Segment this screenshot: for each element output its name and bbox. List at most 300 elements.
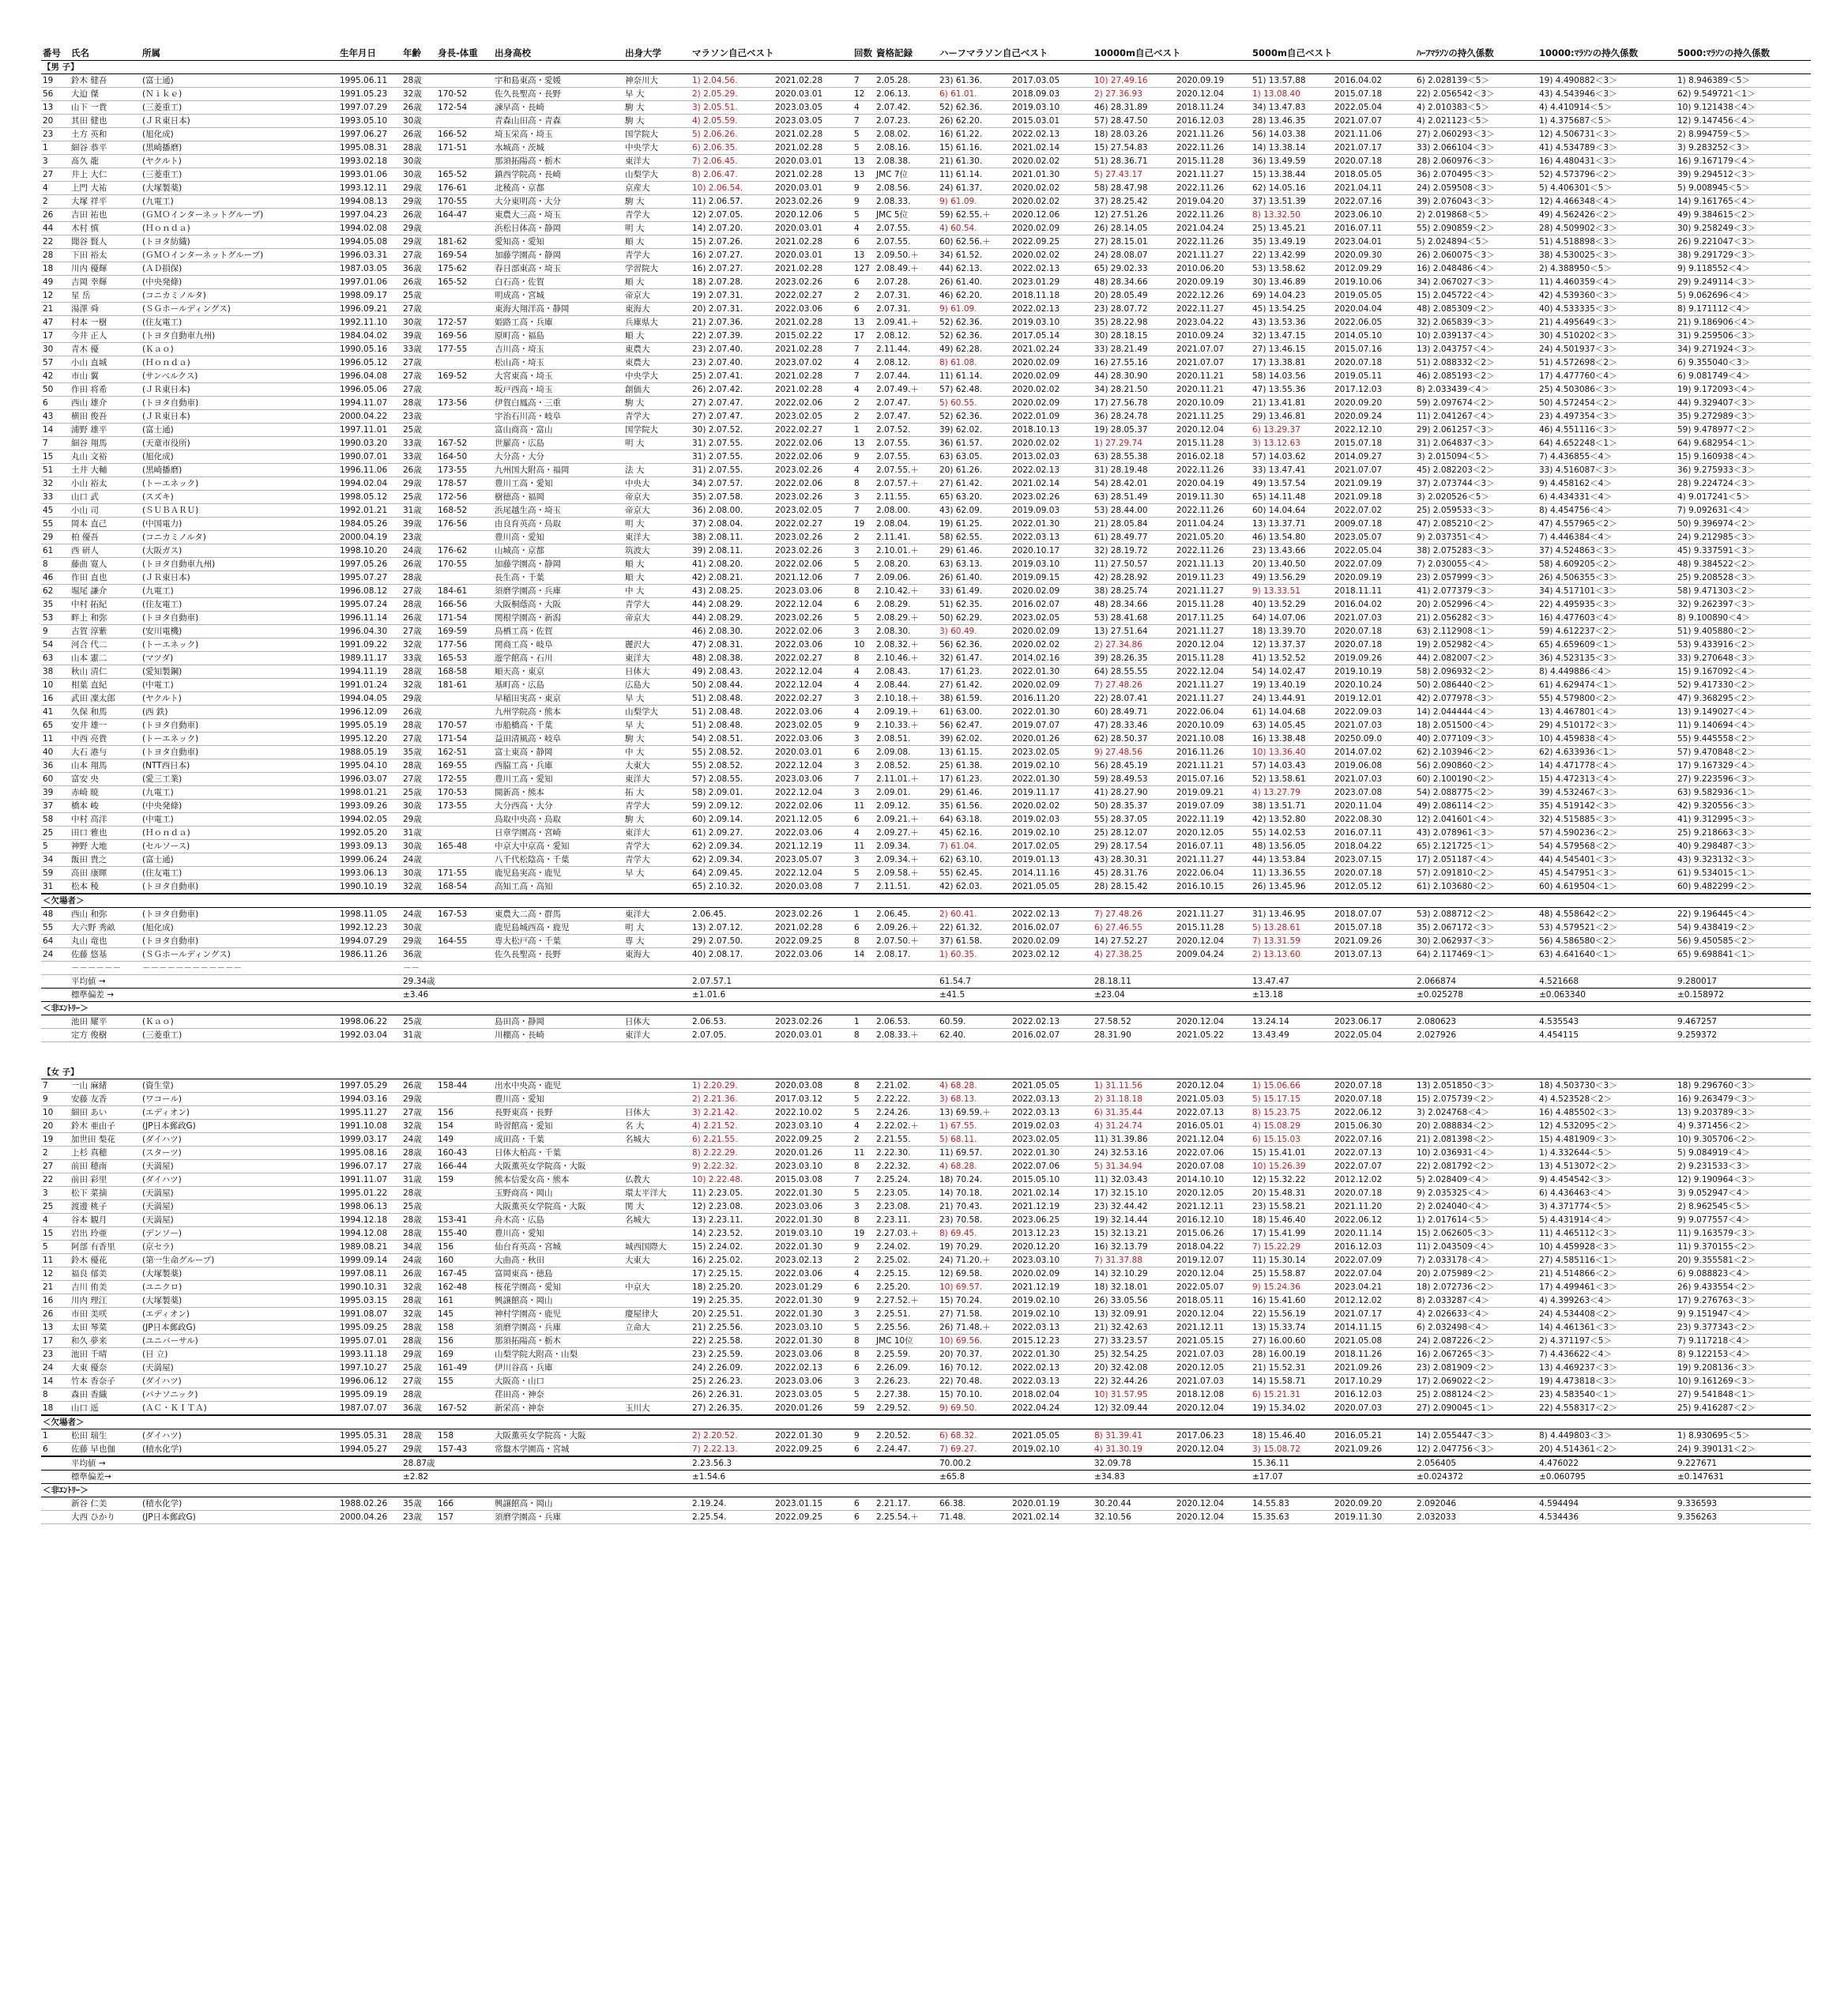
table-cell: 8) 4.449803＜3＞ [1537, 1429, 1676, 1443]
table-cell [1409, 1241, 1415, 1254]
table-cell: 3) 2.21.42. [691, 1106, 773, 1120]
table-cell: 26) 61.40. [938, 571, 1011, 585]
table-cell: 171-54 [436, 732, 493, 746]
table-cell: 2015.07.18 [1333, 437, 1409, 450]
table-cell: 6) 9.088823＜4＞ [1676, 1267, 1811, 1281]
stat-cell [493, 989, 623, 1002]
stat-cell [1409, 1471, 1415, 1484]
table-cell: 和久 夢来 [70, 1335, 141, 1348]
table-cell: 36歳 [401, 262, 436, 276]
table-cell: 2020.03.01 [773, 746, 852, 759]
table-cell: 出水中央高・鹿児 [493, 1079, 623, 1093]
table-cell: 2015.07.18 [1333, 921, 1409, 935]
women-absent-section-row [41, 1415, 1811, 1429]
table-cell: 5) 2.06.26. [691, 128, 773, 141]
table-cell: 2.27.03.＋ [875, 1227, 938, 1241]
table-cell: 3 [852, 544, 875, 558]
table-cell: 2023.02.26 [773, 908, 852, 921]
table-cell: 2.21.55. [875, 1133, 938, 1147]
table-cell: 富山商高・富山 [493, 424, 623, 437]
table-cell: 星 岳 [70, 289, 141, 303]
table-cell: 53) 2.088712＜2＞ [1415, 908, 1537, 921]
table-cell: 2021.05.20 [1175, 531, 1251, 544]
table-cell: 2021.12.19 [773, 840, 852, 853]
table-cell: 24) 61.37. [938, 182, 1011, 195]
table-cell: 1) 2.20.29. [691, 1079, 773, 1093]
table-cell: 2012.12.02 [1333, 1173, 1409, 1187]
table-cell: 池田 耀平 [70, 1015, 141, 1029]
table-cell: 早 大 [623, 867, 691, 880]
table-cell: 60) 2.100190＜2＞ [1415, 773, 1537, 786]
table-cell: 4 [852, 706, 875, 719]
table-cell: 2021.12.06 [773, 571, 852, 585]
table-cell: 38) 9.291729＜3＞ [1676, 249, 1811, 262]
table-cell: 171-54 [436, 612, 493, 625]
column-header: 10000:ﾏﾗｿﾝの持久係数 [1537, 46, 1676, 61]
table-cell: 39) 28.26.35 [1093, 652, 1175, 665]
table-cell: 1993.01.06 [338, 168, 401, 182]
table-cell: 38) 2.075283＜3＞ [1415, 544, 1537, 558]
table-cell: 35) 2.067172＜3＞ [1415, 921, 1537, 935]
table-cell: 2.08.20. [875, 558, 938, 571]
table-cell: 安井 雄一 [70, 719, 141, 732]
table-cell: 伊賀白鳳高・三重 [493, 397, 623, 410]
table-cell: 26歳 [401, 209, 436, 222]
table-cell: 小山 直城 [70, 356, 141, 370]
table-cell: 順 大 [623, 571, 691, 585]
table-cell: 29歳 [401, 195, 436, 209]
table-cell: 19) 4.490882＜3＞ [1537, 74, 1676, 88]
table-cell: 21) 13.41.81 [1251, 397, 1333, 410]
table-cell: 11) 15.30.14 [1251, 1254, 1333, 1267]
table-cell: 1997.05.29 [338, 1079, 401, 1093]
table-cell: 加世田 梨花 [70, 1133, 141, 1147]
table-cell: 仙台育英高・宮城 [493, 1241, 623, 1254]
table-cell: (ＡＣ・ＫＩＴＡ) [141, 1402, 338, 1416]
table-cell: 2021.12.11 [1175, 1321, 1251, 1335]
table-cell: 2020.12.06 [1011, 209, 1086, 222]
stat-cell [493, 975, 623, 989]
table-cell: 50 [41, 383, 70, 397]
runner-row [41, 1241, 1811, 1254]
table-cell: 2022.10.02 [773, 1106, 852, 1120]
table-cell: 46) 28.31.89 [1093, 101, 1175, 115]
table-cell: 2019.09.21 [1175, 786, 1251, 800]
table-cell: 28歳 [401, 571, 436, 585]
table-cell: 17) 4.477760＜4＞ [1537, 370, 1676, 383]
table-cell: 48) 28.34.66 [1093, 276, 1175, 289]
table-cell: 22) 28.07.41 [1093, 692, 1175, 706]
absent-runner-row [41, 935, 1811, 948]
table-cell: 26歳 [401, 464, 436, 477]
table-cell: 9) 2.037351＜4＞ [1415, 531, 1537, 544]
table-cell: (住友電工) [141, 598, 338, 612]
table-cell: 55) 28.37.05 [1093, 813, 1175, 827]
runner-row [41, 1173, 1811, 1187]
table-cell: 16) 9.263479＜3＞ [1676, 1093, 1811, 1106]
table-cell: 2023.02.05 [773, 719, 852, 732]
stat-cell [1011, 1456, 1086, 1471]
table-cell: 1984.05.26 [338, 518, 401, 531]
table-cell: 15) 27.54.83 [1093, 141, 1175, 155]
table-cell: 2.25.15. [875, 1267, 938, 1281]
table-cell: 161-49 [436, 1361, 493, 1375]
table-cell: 31) 2.07.55. [691, 450, 773, 464]
column-header [1409, 46, 1415, 61]
table-cell: 4) 2.21.52. [691, 1120, 773, 1133]
table-cell: 2021.09.26 [1333, 1443, 1409, 1457]
table-cell [1086, 1200, 1093, 1214]
table-cell: 2023.02.05 [773, 410, 852, 424]
table-cell: 2016.12.03 [1175, 115, 1251, 128]
table-cell: 大迫 傑 [70, 88, 141, 101]
table-cell: 51) 13.57.88 [1251, 74, 1333, 88]
table-cell: 6 [852, 235, 875, 249]
table-cell: 2019.02.10 [1011, 1443, 1086, 1457]
table-cell: (ヤクルト) [141, 155, 338, 168]
table-cell: 2021.07.07 [1175, 356, 1251, 370]
table-cell: 青学大 [623, 800, 691, 813]
table-cell [1086, 800, 1093, 813]
table-cell: 6) 4.436463＜4＞ [1537, 1187, 1676, 1200]
table-cell: 2022.07.16 [1333, 1133, 1409, 1147]
table-cell: 156 [436, 1335, 493, 1348]
table-cell: 2022.12.04 [773, 786, 852, 800]
table-cell [623, 1093, 691, 1106]
table-cell: 23) 15.58.21 [1251, 1200, 1333, 1214]
table-cell [1409, 935, 1415, 948]
table-cell: 28歳 [401, 1227, 436, 1241]
table-cell: 2.06.53. [691, 1015, 773, 1029]
runner-row [41, 800, 1811, 813]
table-cell: 伊川谷高・兵庫 [493, 1361, 623, 1375]
table-cell: 33) 2.066104＜3＞ [1415, 141, 1537, 155]
table-cell: 1996.11.14 [338, 612, 401, 625]
table-cell: 明成高・宮城 [493, 289, 623, 303]
table-cell: 2.23.11. [875, 1214, 938, 1227]
table-cell: (天満屋) [141, 1160, 338, 1173]
table-cell: 2022.06.12 [1333, 1214, 1409, 1227]
table-cell: 167-45 [436, 1267, 493, 1281]
table-cell: 2.11.55. [875, 491, 938, 504]
table-cell: 6 [852, 921, 875, 935]
column-header: 生年月日 [338, 46, 401, 61]
table-cell: 24) 2.087226＜2＞ [1415, 1335, 1537, 1348]
runner-row [41, 464, 1811, 477]
table-cell: 176-56 [436, 518, 493, 531]
runner-row [41, 1281, 1811, 1294]
table-cell: 44) 28.30.90 [1093, 370, 1175, 383]
table-cell: 2021.02.28 [773, 235, 852, 249]
table-cell: 157-43 [436, 1443, 493, 1457]
table-cell: 61) 2.09.27. [691, 827, 773, 840]
table-cell: 2022.02.13 [1011, 262, 1086, 276]
table-cell: 2021.07.03 [1333, 719, 1409, 732]
table-cell: 24) 71.20.＋ [938, 1254, 1011, 1267]
stat-cell [1333, 975, 1409, 989]
table-cell: 20) 2.25.51. [691, 1308, 773, 1321]
runner-row [41, 222, 1811, 235]
table-cell: 47 [41, 316, 70, 330]
table-cell: 5 [852, 128, 875, 141]
stat-cell [41, 1456, 70, 1471]
table-cell: 2) 8.962545＜5＞ [1676, 1200, 1811, 1214]
table-cell: (Ｈｏｎｄａ) [141, 222, 338, 235]
table-cell: 14) 32.10.29 [1093, 1267, 1175, 1281]
table-cell: (ＧＭＯインターネットグループ) [141, 209, 338, 222]
table-cell: 東海大 [623, 303, 691, 316]
table-cell: 1996.03.07 [338, 773, 401, 786]
table-cell: 2023.03.10 [773, 1160, 852, 1173]
table-cell [1409, 504, 1415, 518]
table-cell: 27歳 [401, 383, 436, 397]
table-cell: 2.10.01.＋ [875, 544, 938, 558]
table-cell: 26) 33.05.56 [1093, 1294, 1175, 1308]
stat-cell [338, 1456, 401, 1471]
table-cell: 47) 2.085210＜2＞ [1415, 518, 1537, 531]
table-cell: 24) 28.08.07 [1093, 249, 1175, 262]
table-cell: 豊川高・愛知 [493, 1093, 623, 1106]
table-cell [1409, 1106, 1415, 1120]
table-cell: 178-57 [436, 477, 493, 491]
table-cell: 6) 68.32. [938, 1429, 1011, 1443]
table-cell: 2021.12.04 [1175, 1133, 1251, 1147]
column-header: 資格記録 [875, 46, 938, 61]
table-cell: 36) 13.49.59 [1251, 155, 1333, 168]
table-cell: 34) 13.47.83 [1251, 101, 1333, 115]
table-cell: 38 [41, 665, 70, 679]
table-cell [1409, 880, 1415, 894]
table-cell [1409, 383, 1415, 397]
table-cell: 2019.12.01 [1333, 692, 1409, 706]
table-cell [1409, 235, 1415, 249]
table-cell: 36) 2.08.00. [691, 504, 773, 518]
table-cell: 13) 4.467801＜4＞ [1537, 706, 1676, 719]
stat-cell: 平均値 → [70, 1456, 141, 1471]
table-cell: 2014.02.16 [1011, 652, 1086, 665]
table-cell: 2015.03.01 [1011, 115, 1086, 128]
table-cell: 駒 大 [623, 397, 691, 410]
table-cell: 2.07.55.＋ [875, 464, 938, 477]
runner-row [41, 383, 1811, 397]
table-cell: 14) 2.07.20. [691, 222, 773, 235]
table-cell: (九電工) [141, 195, 338, 209]
table-cell: 2021.12.05 [773, 813, 852, 827]
table-cell: 12) 4.532095＜2＞ [1537, 1120, 1676, 1133]
table-cell: 3) 2.020526＜5＞ [1415, 491, 1537, 504]
runner-row [41, 746, 1811, 759]
table-cell [1086, 1106, 1093, 1120]
table-cell: 56) 14.03.38 [1251, 128, 1333, 141]
table-cell: 村本 一樹 [70, 316, 141, 330]
stat-cell: 9.280017 [1676, 975, 1811, 989]
table-cell: 鈴木 亜由子 [70, 1120, 141, 1133]
table-cell: (コニカミノルタ) [141, 289, 338, 303]
table-cell: 14 [41, 1375, 70, 1388]
table-cell: 65) 2.121725＜1＞ [1415, 840, 1537, 853]
table-cell: 田口 雅也 [70, 827, 141, 840]
table-cell: 6 [852, 1497, 875, 1511]
table-cell: 2016.04.02 [1333, 598, 1409, 612]
table-cell: 2019.06.08 [1333, 759, 1409, 773]
table-cell: 埼玉栄高・埼玉 [493, 128, 623, 141]
table-cell: 2022.05.07 [1175, 1281, 1251, 1294]
table-cell: 172-54 [436, 101, 493, 115]
table-cell: 38) 61.59. [938, 692, 1011, 706]
table-cell: 62) 9.549721＜1＞ [1676, 88, 1811, 101]
stat-cell: 4.476022 [1537, 1456, 1676, 1471]
table-cell: 55) 2.08.52. [691, 759, 773, 773]
table-cell: 川内 優輝 [70, 262, 141, 276]
table-header [41, 46, 1811, 61]
table-cell [1409, 1079, 1415, 1093]
runner-row [41, 598, 1811, 612]
table-cell: 46) 4.551116＜3＞ [1537, 424, 1676, 437]
stat-cell [773, 1471, 852, 1484]
table-cell: 32歳 [401, 1308, 436, 1321]
table-cell: 9 [852, 195, 875, 209]
table-cell: 2016.10.15 [1175, 880, 1251, 894]
table-cell: 細谷 恭平 [70, 141, 141, 155]
table-cell [623, 1348, 691, 1361]
table-cell: (ユニクロ) [141, 1281, 338, 1294]
table-cell: 4) 68.28. [938, 1160, 1011, 1173]
table-cell: (三菱重工) [141, 101, 338, 115]
table-cell: 1993.09.13 [338, 840, 401, 853]
table-cell: 6 [41, 397, 70, 410]
stat-cell [1086, 1456, 1093, 1471]
table-cell: 池田 千晴 [70, 1348, 141, 1361]
table-cell: 54) 28.42.01 [1093, 477, 1175, 491]
table-cell [1086, 1015, 1093, 1029]
table-cell: 広島大 [623, 679, 691, 692]
table-cell: 吉川 侑美 [70, 1281, 141, 1294]
table-cell: 九州学院高・熊本 [493, 706, 623, 719]
table-cell: 34歳 [401, 1241, 436, 1254]
table-cell: 30歳 [401, 867, 436, 880]
table-cell: 16) 2.25.02. [691, 1254, 773, 1267]
table-cell: 久保 和馬 [70, 706, 141, 719]
table-cell: (資生堂) [141, 1079, 338, 1093]
table-cell: (中央発條) [141, 800, 338, 813]
table-cell [1409, 827, 1415, 840]
table-cell [1086, 1443, 1093, 1457]
table-cell: 豊川工高・愛知 [493, 477, 623, 491]
runner-row [41, 249, 1811, 262]
table-cell: 2022.01.30 [1011, 773, 1086, 786]
table-cell: 世羅高・広島 [493, 437, 623, 450]
runner-row [41, 209, 1811, 222]
table-cell [1086, 908, 1093, 921]
table-cell: 2.07.57.＋ [875, 477, 938, 491]
table-cell: 25歳 [401, 786, 436, 800]
table-cell: 18 [41, 262, 70, 276]
table-cell: 2021.11.20 [1333, 1200, 1409, 1214]
table-cell: 作田 将希 [70, 383, 141, 397]
table-cell: 41) 28.27.90 [1093, 786, 1175, 800]
table-cell: 佐藤 悠基 [70, 948, 141, 962]
table-cell: 1) 8.930695＜5＞ [1676, 1429, 1811, 1443]
table-cell: 27歳 [401, 773, 436, 786]
table-cell: 浜尾越生高・埼玉 [493, 504, 623, 518]
table-cell: 9) 61.09. [938, 303, 1011, 316]
table-cell: 2.11.44. [875, 343, 938, 356]
table-cell: 29歳 [401, 813, 436, 827]
table-cell: 7) 27.48.26 [1093, 679, 1175, 692]
stat-cell [1175, 1471, 1251, 1484]
table-cell: 2.08.33. [875, 195, 938, 209]
dash-cell [852, 962, 875, 975]
table-cell: 13) 9.149027＜4＞ [1676, 706, 1811, 719]
runner-row [41, 692, 1811, 706]
table-cell: 2021.12.19 [1011, 1200, 1086, 1214]
table-cell: 39 [41, 786, 70, 800]
table-cell: 46) 62.20. [938, 289, 1011, 303]
table-cell [41, 1029, 70, 1042]
table-cell: 前田 穂南 [70, 1160, 141, 1173]
table-cell: 前田 彩里 [70, 1173, 141, 1187]
table-cell: 2.25.20. [875, 1281, 938, 1294]
table-cell: 15) 2.045722＜4＞ [1415, 289, 1537, 303]
stat-cell [338, 975, 401, 989]
table-cell: 164-55 [436, 935, 493, 948]
table-cell: 2021.12.11 [1175, 1200, 1251, 1214]
table-cell: 吉川高・埼玉 [493, 343, 623, 356]
dash-cell [493, 962, 623, 975]
table-cell: 5 [41, 1241, 70, 1254]
table-cell: 8) 9.122153＜4＞ [1676, 1348, 1811, 1361]
table-cell [1086, 880, 1093, 894]
table-cell: 29歳 [401, 477, 436, 491]
table-cell: 7) 31.37.88 [1093, 1254, 1175, 1267]
table-cell: 1989.11.17 [338, 652, 401, 665]
spacer-cell [41, 1042, 1811, 1067]
dash-cell [41, 962, 70, 975]
table-cell [1086, 1361, 1093, 1375]
table-cell: 畔上 和弥 [70, 612, 141, 625]
women-section-row [41, 1066, 1811, 1079]
table-cell [1086, 1241, 1093, 1254]
table-cell: (トヨタ自動車九州) [141, 330, 338, 343]
runner-row [41, 397, 1811, 410]
table-cell: 61) 4.629474＜1＞ [1537, 679, 1676, 692]
table-cell: 40) 4.533335＜3＞ [1537, 303, 1676, 316]
table-cell [1409, 732, 1415, 746]
table-cell: 160 [436, 1254, 493, 1267]
table-cell: 2 [41, 195, 70, 209]
table-cell: 50) 28.35.37 [1093, 800, 1175, 813]
table-cell: 2020.02.02 [1011, 249, 1086, 262]
table-cell: 2022.02.27 [773, 692, 852, 706]
table-cell: (エディオン) [141, 1106, 338, 1120]
table-cell: 2) 31.18.18 [1093, 1093, 1175, 1106]
dash-cell [1086, 962, 1093, 975]
table-cell: 2021.07.03 [1175, 1375, 1251, 1388]
dash-cell [1409, 962, 1415, 975]
table-cell: 57) 4.590236＜2＞ [1537, 827, 1676, 840]
dash-cell [875, 962, 938, 975]
table-cell: 29歳 [401, 222, 436, 235]
table-cell: 1995.04.10 [338, 759, 401, 773]
table-cell: 55) 14.02.53 [1251, 827, 1333, 840]
non-entry-runner-row [41, 1511, 1811, 1524]
stat-cell [852, 989, 875, 1002]
table-cell: 山城高・京都 [493, 544, 623, 558]
table-cell: 5) 27.43.17 [1093, 168, 1175, 182]
table-cell: 1991.01.24 [338, 679, 401, 692]
runner-row [41, 356, 1811, 370]
table-cell: (ヤクルト) [141, 692, 338, 706]
